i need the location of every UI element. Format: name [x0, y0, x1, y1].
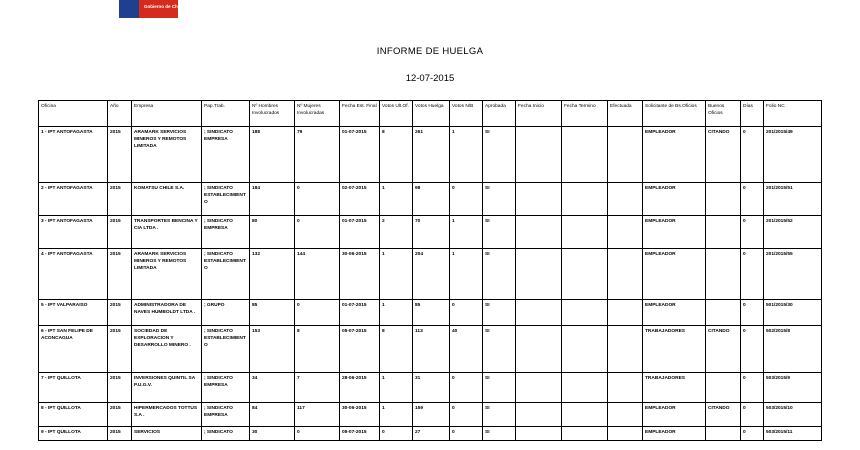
table-cell: ARAMARK SERVICIOS MINEROS Y REMOTOS LIMITADA: [132, 127, 202, 183]
table-cell: [608, 127, 643, 183]
table-cell: 1: [380, 403, 413, 427]
table-cell: 2015: [108, 427, 132, 441]
gobierno-logo: [119, 0, 183, 18]
table-cell: [608, 373, 643, 403]
table-cell: TRANSPORTES BENCINA Y CIA LTDA .: [132, 216, 202, 249]
table-cell: 1: [380, 373, 413, 403]
report-title: INFORME DE HUELGA: [376, 46, 484, 57]
table-cell: [516, 403, 562, 427]
table-cell: 117: [295, 403, 340, 427]
table-cell: [608, 300, 643, 326]
table-cell: 7 - IPT QUILLOTA: [39, 373, 108, 403]
table-cell: 2015: [108, 127, 132, 183]
table-cell: 1: [380, 300, 413, 326]
table-cell: 0: [450, 373, 483, 403]
table-cell: 1: [450, 127, 483, 183]
table-row: [39, 127, 822, 183]
table-cell: [608, 183, 643, 216]
column-header: Votos Huelga: [413, 101, 450, 127]
column-header: Nº Hombres Involucrados: [250, 101, 295, 127]
table-cell: SI: [483, 300, 516, 326]
table-cell: 144: [295, 249, 340, 300]
column-header: Aprobada: [483, 101, 516, 127]
table-cell: 159: [413, 403, 450, 427]
table-cell: 3 - IPT ANTOFAGASTA: [39, 216, 108, 249]
column-header: Votos Ult.Of.: [380, 101, 413, 127]
table-cell: 8: [380, 127, 413, 183]
table-cell: EMPLEADOR: [643, 216, 706, 249]
table-cell: 0: [741, 326, 764, 373]
table-cell: [516, 249, 562, 300]
table-cell: 1: [450, 216, 483, 249]
table-cell: 2015: [108, 183, 132, 216]
table-cell: 201/2015/52: [764, 216, 822, 249]
table-cell: EMPLEADOR: [643, 249, 706, 300]
table-cell: 2015: [108, 326, 132, 373]
table-cell: 40: [450, 326, 483, 373]
table-cell: 2 - IPT ANTOFAGASTA: [39, 183, 108, 216]
report-date: 12-07-2015: [405, 73, 455, 84]
table-cell: TRABAJADORES: [643, 326, 706, 373]
table-cell: [608, 326, 643, 373]
table-cell: [516, 427, 562, 441]
column-header: Votos N/B: [450, 101, 483, 127]
table-row: [39, 249, 822, 300]
table-cell: [608, 249, 643, 300]
table-cell: [706, 216, 741, 249]
table-cell: [562, 326, 608, 373]
table-cell: 30-06-2015: [340, 249, 380, 300]
table-cell: CITANDO: [706, 127, 741, 183]
table-cell: ; SINDICATO ESTABLECIMIENTO: [202, 326, 250, 373]
table-row: [39, 326, 822, 373]
column-header: Fecha Inicio: [516, 101, 562, 127]
table-cell: SI: [483, 183, 516, 216]
table-cell: [516, 127, 562, 183]
table-cell: 501/2015/30: [764, 300, 822, 326]
table-cell: 2015: [108, 216, 132, 249]
table-cell: 2: [380, 216, 413, 249]
column-header: Efectuada: [608, 101, 643, 127]
table-cell: 503/2015/10: [764, 403, 822, 427]
table-cell: [562, 183, 608, 216]
table-cell: EMPLEADOR: [643, 427, 706, 441]
table-cell: ADMINISTRADORA DE NAVES HUMBOLDT LTDA .: [132, 300, 202, 326]
table-cell: 80: [250, 216, 295, 249]
table-cell: [706, 373, 741, 403]
table-cell: 261: [413, 127, 450, 183]
table-cell: 1: [380, 249, 413, 300]
table-cell: 153: [250, 326, 295, 373]
table-cell: 0: [450, 183, 483, 216]
table-cell: 02-07-2015: [340, 183, 380, 216]
table-cell: SI: [483, 216, 516, 249]
table-cell: ; SINDICATO EMPRESA: [202, 403, 250, 427]
column-header: Folio NC: [764, 101, 822, 127]
table-cell: 84: [250, 403, 295, 427]
table-cell: 2015: [108, 300, 132, 326]
column-header: Fecha Termino: [562, 101, 608, 127]
column-header: Empresa: [132, 101, 202, 127]
table-cell: [562, 216, 608, 249]
table-cell: 204: [413, 249, 450, 300]
table-cell: EMPLEADOR: [643, 183, 706, 216]
table-cell: CITANDO: [706, 326, 741, 373]
table-cell: 27: [413, 427, 450, 441]
table-cell: EMPLEADOR: [643, 403, 706, 427]
table-cell: [562, 249, 608, 300]
table-cell: EMPLEADOR: [643, 300, 706, 326]
table-cell: 8 - IPT QUILLOTA: [39, 403, 108, 427]
table-cell: 85: [250, 300, 295, 326]
table-cell: ; SINDICATO EMPRESA: [202, 373, 250, 403]
table-cell: SI: [483, 127, 516, 183]
table-cell: 0: [741, 373, 764, 403]
table-cell: [608, 216, 643, 249]
table-cell: 8: [295, 326, 340, 373]
table-cell: 0: [295, 427, 340, 441]
table-cell: SI: [483, 373, 516, 403]
table-cell: 2015: [108, 249, 132, 300]
table-cell: 5 - IPT VALPARAISO: [39, 300, 108, 326]
column-header: Oficina: [39, 101, 108, 127]
table-cell: 0: [741, 127, 764, 183]
strike-report-table: [38, 100, 822, 441]
table-cell: [706, 183, 741, 216]
table-cell: [516, 216, 562, 249]
table-cell: 201/2015/55: [764, 249, 822, 300]
table-cell: HIPERMERCADOS TOTTUS S.A .: [132, 403, 202, 427]
table-cell: 34: [250, 373, 295, 403]
flag-red-block: [139, 0, 178, 18]
table-cell: 0: [450, 427, 483, 441]
table-cell: [516, 300, 562, 326]
table-cell: 502/2015/8: [764, 326, 822, 373]
table-cell: 05-07-2015: [340, 427, 380, 441]
table-cell: TRABAJADORES: [643, 373, 706, 403]
table-cell: SOCIEDAD DE EXPLORACION Y DESARROLLO MINERO .: [132, 326, 202, 373]
table-cell: 503/2015/9: [764, 373, 822, 403]
table-cell: [562, 127, 608, 183]
table-cell: [608, 403, 643, 427]
table-cell: 0: [295, 216, 340, 249]
table-cell: [706, 427, 741, 441]
table-cell: 0: [450, 300, 483, 326]
table-cell: 201/2015/49: [764, 127, 822, 183]
table-cell: CITANDO: [706, 403, 741, 427]
table-cell: 30: [250, 427, 295, 441]
table-cell: SERVICIOS: [132, 427, 202, 441]
table-cell: [562, 373, 608, 403]
table-row: [39, 216, 822, 249]
table-cell: 0: [741, 427, 764, 441]
table-cell: 98: [413, 183, 450, 216]
table-row: [39, 403, 822, 427]
table-cell: [608, 427, 643, 441]
table-cell: 0: [741, 183, 764, 216]
table-cell: 201/2015/51: [764, 183, 822, 216]
table-cell: [516, 183, 562, 216]
table-cell: 85: [413, 300, 450, 326]
table-cell: [562, 300, 608, 326]
table-cell: [562, 427, 608, 441]
flag-blue-block: [119, 0, 139, 18]
column-header: Pap.Trab.: [202, 101, 250, 127]
table-cell: 30-06-2015: [340, 403, 380, 427]
table-cell: SI: [483, 326, 516, 373]
table-cell: 1: [380, 183, 413, 216]
table-row: [39, 373, 822, 403]
table-row: [39, 300, 822, 326]
table-cell: 1: [450, 249, 483, 300]
table-cell: [706, 249, 741, 300]
table-cell: ARAMARK SERVICIOS MINEROS Y REMOTOS LIMITADA: [132, 249, 202, 300]
table-cell: 2015: [108, 403, 132, 427]
table-cell: 01-07-2015: [340, 300, 380, 326]
table-cell: 01-07-2015: [340, 127, 380, 183]
table-cell: 0: [450, 403, 483, 427]
table-cell: SI: [483, 427, 516, 441]
column-header: Días: [741, 101, 764, 127]
table-cell: ; SINDICATO ESTABLECIMIENTO: [202, 249, 250, 300]
table-cell: 113: [413, 326, 450, 373]
table-cell: ; SINDICATO ESTABLECIMIENTO: [202, 183, 250, 216]
table-cell: 0: [741, 300, 764, 326]
table-cell: ; SINDICATO EMPRESA: [202, 216, 250, 249]
table-cell: 9 - IPT QUILLOTA: [39, 427, 108, 441]
table-cell: 05-07-2015: [340, 326, 380, 373]
table-cell: 1 - IPT ANTOFAGASTA: [39, 127, 108, 183]
table-cell: 6 - IPT SAN FELIPE DE ACONCAGUA: [39, 326, 108, 373]
column-header: Nº Mujeres Involucradas: [295, 101, 340, 127]
table-cell: 01-07-2015: [340, 216, 380, 249]
table-header-row: [39, 101, 822, 127]
table-cell: [516, 373, 562, 403]
column-header: Fecha Est. Final: [340, 101, 380, 127]
column-header: Año: [108, 101, 132, 127]
table-cell: ; SINDICATO EMPRESA: [202, 127, 250, 183]
table-row: [39, 427, 822, 441]
table-row: [39, 183, 822, 216]
table-cell: 2015: [108, 373, 132, 403]
table-cell: 7: [295, 373, 340, 403]
table-cell: 0: [741, 249, 764, 300]
table-cell: ; SINDICATO: [202, 427, 250, 441]
column-header: Solicitante de Bs.Oficios: [643, 101, 706, 127]
table-cell: 132: [250, 249, 295, 300]
table-cell: 0: [741, 403, 764, 427]
logo-text: Gobierno de Chile: [144, 4, 183, 9]
table-cell: ; GRUPO: [202, 300, 250, 326]
table-cell: 0: [380, 427, 413, 441]
table-cell: 4 - IPT ANTOFAGASTA: [39, 249, 108, 300]
table-cell: KOMATSU CHILE S.A.: [132, 183, 202, 216]
table-cell: 188: [250, 127, 295, 183]
table-cell: 28-06-2015: [340, 373, 380, 403]
table-cell: 503/2015/11: [764, 427, 822, 441]
column-header: Buenos Oficios: [706, 101, 741, 127]
table-cell: 0: [295, 300, 340, 326]
table-cell: [562, 403, 608, 427]
table-cell: SI: [483, 403, 516, 427]
table-cell: [706, 300, 741, 326]
table-cell: 70: [413, 216, 450, 249]
table-cell: 184: [250, 183, 295, 216]
table-cell: 31: [413, 373, 450, 403]
table-cell: 8: [380, 326, 413, 373]
table-cell: 0: [741, 216, 764, 249]
table-cell: 0: [295, 183, 340, 216]
table-cell: EMPLEADOR: [643, 127, 706, 183]
table-cell: 79: [295, 127, 340, 183]
table-cell: INVERSIONES QUINTIL SA P.U.G.V.: [132, 373, 202, 403]
table-cell: SI: [483, 249, 516, 300]
table-cell: [516, 326, 562, 373]
